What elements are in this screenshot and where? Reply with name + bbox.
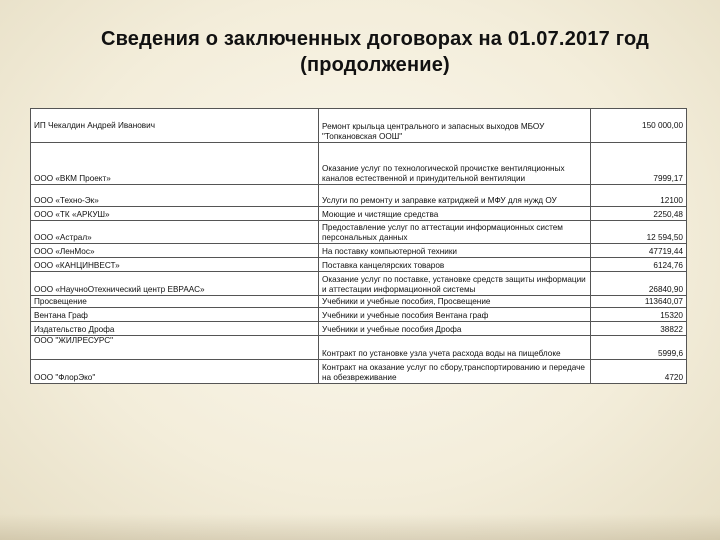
org-cell: ООО «НаучноОтехнический центр ЕВРААС» [31, 272, 319, 296]
subject-cell: Учебники и учебные пособия Вентана граф [319, 308, 591, 322]
table-row [31, 109, 687, 143]
amount-cell: 15320 [591, 308, 687, 322]
subject-cell: Контракт на оказание услуг по сбору,транспортированию и передаче на обезвреживание [319, 360, 591, 384]
org-cell: ООО «Техно-Эк» [31, 185, 319, 207]
table-row [31, 360, 687, 384]
org-cell: ООО «ЛенМос» [31, 244, 319, 258]
subject-cell: Ремонт крыльца центрального и запасных выходов МБОУ "Топкановская ООШ" [319, 109, 591, 143]
amount-cell: 5999,6 [591, 336, 687, 360]
table-row [31, 185, 687, 207]
table-row [31, 296, 687, 308]
slide-title [40, 26, 710, 78]
table-row [31, 244, 687, 258]
subject-cell: Поставка канцелярских товаров [319, 258, 591, 272]
title-line-2: (продолжение) [300, 54, 450, 76]
amount-cell: 2250,48 [591, 207, 687, 221]
amount-cell: 47719,44 [591, 244, 687, 258]
amount-cell: 26840,90 [591, 272, 687, 296]
table-row [31, 143, 687, 185]
subject-cell: Оказание услуг по технологической прочистке вентиляционных каналов естественной и принудительной вентиляции [319, 143, 591, 185]
org-cell: Вентана Граф [31, 308, 319, 322]
subject-cell: Учебники и учебные пособия, Просвещение [319, 296, 591, 308]
org-cell: ООО "ЖИЛРЕСУРС" [31, 336, 319, 360]
org-cell: Просвещение [31, 296, 319, 308]
amount-cell: 4720 [591, 360, 687, 384]
table-row [31, 336, 687, 360]
org-cell: ООО «ВКМ Проект» [31, 143, 319, 185]
contracts-table [30, 108, 687, 384]
org-cell: Издательство Дрофа [31, 322, 319, 336]
subject-cell: Учебники и учебные пособия Дрофа [319, 322, 591, 336]
title-line-1: Сведения о заключенных договорах на 01.07.2017 год [100, 28, 650, 50]
org-cell: ООО «Астрал» [31, 221, 319, 244]
subject-cell: Контракт по установке узла учета расхода воды на пищеблоке [319, 336, 591, 360]
table-row [31, 272, 687, 296]
amount-cell: 38822 [591, 322, 687, 336]
amount-cell: 12100 [591, 185, 687, 207]
amount-cell: 7999,17 [591, 143, 687, 185]
slide-bottom-shadow [0, 514, 720, 540]
org-cell: ИП Чекалдин Андрей Иванович [31, 109, 319, 143]
table-row [31, 322, 687, 336]
subject-cell: Предоставление услуг по аттестации информационных систем персональных данных [319, 221, 591, 244]
org-cell: ООО «ТК «АРКУШ» [31, 207, 319, 221]
subject-cell: На поставку компьютерной техники [319, 244, 591, 258]
subject-cell: Оказание услуг по поставке, установке средств защиты информации и аттестации информационной системы [319, 272, 591, 296]
subject-cell: Услуги по ремонту и заправке катриджей и МФУ для нужд ОУ [319, 185, 591, 207]
amount-cell: 150 000,00 [591, 109, 687, 143]
table-row [31, 308, 687, 322]
table-row [31, 258, 687, 272]
amount-cell: 12 594,50 [591, 221, 687, 244]
amount-cell: 113640,07 [591, 296, 687, 308]
subject-cell: Моющие и чистящие средства [319, 207, 591, 221]
table-row [31, 207, 687, 221]
table-row [31, 221, 687, 244]
org-cell: ООО «КАНЦИНВЕСТ» [31, 258, 319, 272]
org-cell: ООО "ФлорЭко" [31, 360, 319, 384]
amount-cell: 6124,76 [591, 258, 687, 272]
